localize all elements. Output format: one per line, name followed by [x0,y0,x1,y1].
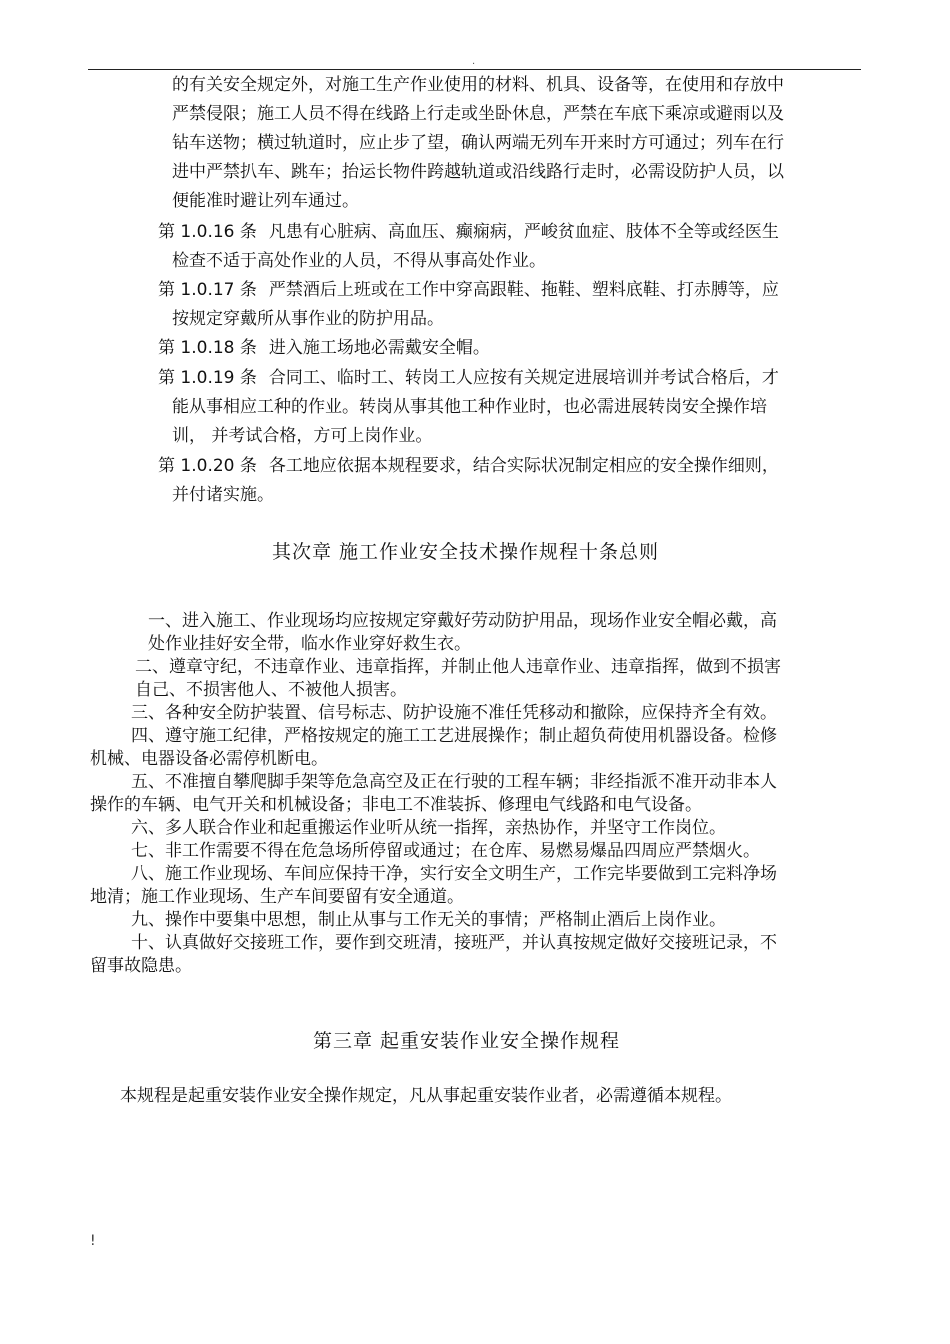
rule-item: 四、遵守施工纪律，严格按规定的施工工艺进展操作；制止超负荷使用机器设备。检修 [131,726,777,746]
rule-item: 一、进入施工、作业现场均应按规定穿戴好劳动防护用品，现场作业安全帽必戴，高 [148,611,777,631]
rule-item: 自己、不损害他人、不被他人损害。 [135,680,407,700]
chapter-3-title: 第三章 起重安装作业安全操作规程 [313,1030,621,1052]
intro-line: 的有关安全规定外，对施工生产作业使用的材料、机具、设备等，在使用和存放中 [172,75,784,95]
article-1-0-20 [158,452,779,481]
intro-line: 严禁侵限；施工人员不得在线路上行走或坐卧休息，严禁在车底下乘凉或避雨以及 [172,104,784,124]
article-1-0-16 [158,218,779,247]
rule-item: 二、遵章守纪，不违章作业、违章指挥，并制止他人违章作业、违章指挥，做到不损害 [135,657,781,677]
rule-item: 机械、电器设备必需停机断电。 [90,749,328,769]
footer-mark: ! [90,1233,96,1249]
rule-item: 五、不准擅自攀爬脚手架等危急高空及正在行驶的工程车辆；非经指派不准开动非本人 [131,772,777,792]
article-number: 第 1.0.17 条 [158,280,257,300]
article-text: 能从事相应工种的作业。转岗从事其他工种作业时，也必需进展转岗安全操作培 [172,397,767,417]
rule-item: 八、施工作业现场、车间应保持干净，实行安全文明生产，工作完毕要做到工完料净场 [131,864,777,884]
rule-item: 九、操作中要集中思想，制止从事与工作无关的事情；严格制止酒后上岗作业。 [131,910,726,930]
rule-item: 六、多人联合作业和起重搬运作业听从统一指挥，亲热协作，并坚守工作岗位。 [131,818,726,838]
rule-item: 操作的车辆、电气开关和机械设备；非电工不准装拆、修理电气线路和电气设备。 [90,795,702,815]
header-mark: . [472,56,476,67]
article-1-0-18 [158,334,490,363]
article-number: 第 1.0.16 条 [158,222,257,242]
article-1-0-19 [158,364,779,393]
rule-item: 地清；施工作业现场、生产车间要留有安全通道。 [90,887,464,907]
article-text: 各工地应依据本规程要求，结合实际状况制定相应的安全操作细则， [268,456,779,476]
article-text: 严禁酒后上班或在工作中穿高跟鞋、拖鞋、塑料底鞋、打赤膊等，应 [268,280,779,300]
chapter-2-title: 其次章 施工作业安全技术操作规程十条总则 [272,541,660,563]
article-text: 凡患有心脏病、高血压、癫痫病，严峻贫血症、肢体不全等或经医生 [268,222,779,242]
article-text: 训， 并考试合格，方可上岗作业。 [172,426,433,446]
rule-item: 留事故隐患。 [90,956,192,976]
article-text: 并付诸实施。 [172,485,274,505]
intro-line: 钻车送物；横过轨道时，应止步了望，确认两端无列车开来时方可通过；列车在行 [172,133,784,153]
rule-item: 三、各种安全防护装置、信号标志、防护设施不准任凭移动和撤除，应保持齐全有效。 [131,703,777,723]
header-rule [88,69,861,70]
rule-item: 处作业挂好安全带，临水作业穿好救生衣。 [148,634,471,654]
intro-line: 便能准时避让列车通过。 [172,191,359,211]
article-text: 合同工、临时工、转岗工人应按有关规定进展培训并考试合格后，才 [268,368,779,388]
article-number: 第 1.0.20 条 [158,456,257,476]
article-text: 检查不适于高处作业的人员，不得从事高处作业。 [172,251,546,271]
rule-item: 十、认真做好交接班工作，要作到交班清，接班严，并认真按规定做好交接班记录，不 [131,933,777,953]
article-text: 按规定穿戴所从事作业的防护用品。 [172,309,444,329]
intro-line: 进中严禁扒车、跳车；抬运长物件跨越轨道或沿线路行走时，必需设防护人员，以 [172,162,784,182]
article-text: 进入施工场地必需戴安全帽。 [268,338,490,358]
article-1-0-17 [158,276,779,305]
rule-item: 七、非工作需要不得在危急场所停留或通过；在仓库、易燃易爆品四周应严禁烟火。 [131,841,760,861]
chapter-3-intro: 本规程是起重安装作业安全操作规定，凡从事起重安装作业者，必需遵循本规程。 [120,1086,732,1106]
article-number: 第 1.0.19 条 [158,368,257,388]
article-number: 第 1.0.18 条 [158,338,257,358]
